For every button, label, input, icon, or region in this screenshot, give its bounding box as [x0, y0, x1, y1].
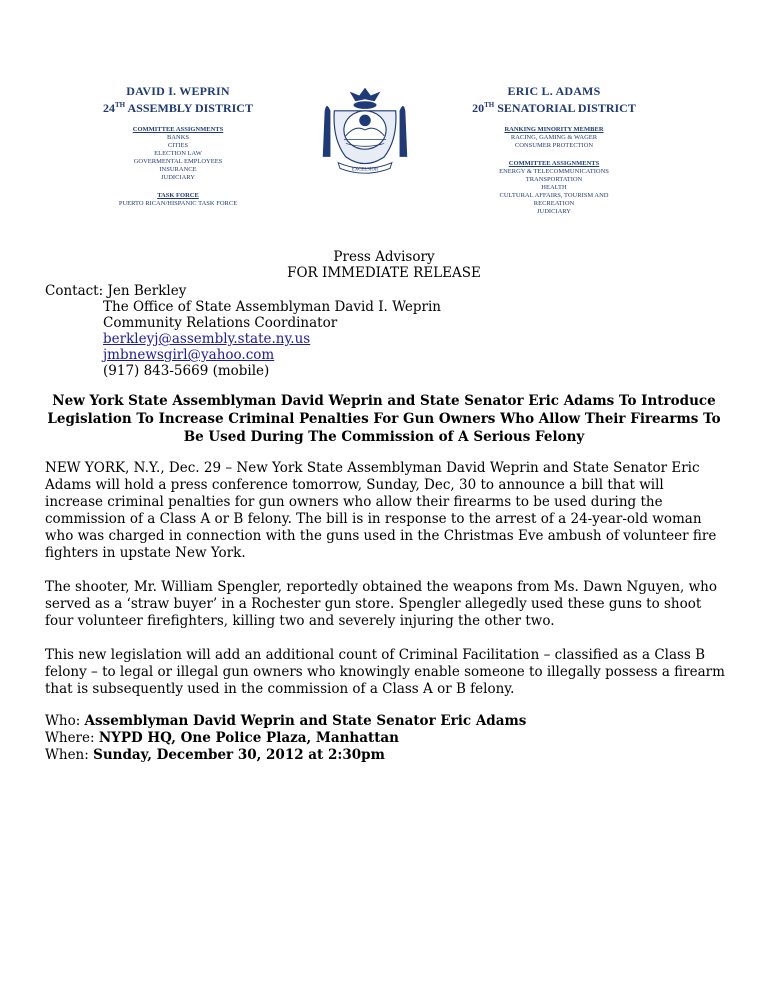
adams-committee-item: ENERGY & TELECOMMUNICATIONS — [499, 168, 609, 175]
weprin-committee-item: BANKS — [166, 134, 190, 141]
where-value: NYPD HQ, One Police Plaza, Manhattan — [98, 730, 399, 746]
body-paragraph: NEW YORK, N.Y., Dec. 29 – New York State Assemblyman David Weprin and State Senator Eric Adams will hold a press conference tomorrow, Sunday, Dec, 30 to announce a bill that will increase criminal penalties for gun owners who allow their firearms to be used during the commission of a Class A or B felony. The bill is in response to the arrest of a 24-year-old woman who was charged in connection with the guns used in the Christmas Eve ambush of volunteer fire fighters in upstate New York. — [45, 460, 717, 561]
where-line: Where: NYPD HQ, One Police Plaza, Manhattan — [45, 730, 399, 746]
adams-name: ERIC L. ADAMS — [507, 84, 601, 98]
advisory-title — [0, 249, 768, 281]
when-line: When: Sunday, December 30, 2012 at 2:30pm — [45, 747, 385, 763]
seal-motto: EXCELSIOR — [351, 167, 379, 173]
event-details — [45, 713, 526, 764]
press-advisory-label: Press Advisory — [333, 249, 435, 265]
weprin-committee-item: CITIES — [167, 142, 189, 149]
contact-block — [45, 283, 441, 379]
letterhead-left — [92, 84, 264, 208]
when-value: Sunday, December 30, 2012 at 2:30pm — [93, 747, 385, 763]
letterhead-right — [462, 84, 646, 216]
adams-committee-item: HEALTH — [541, 184, 567, 191]
contact-name: Contact: Jen Berkley — [45, 283, 187, 299]
who-value: Assemblyman David Weprin and State Senator Eric Adams — [84, 713, 527, 729]
adams-ranking-heading: RANKING MINORITY MEMBER — [504, 126, 604, 133]
immediate-release-label: FOR IMMEDIATE RELEASE — [287, 265, 481, 281]
adams-ranking-item: CONSUMER PROTECTION — [514, 142, 594, 149]
press-headline: New York State Assemblyman David Weprin and State Senator Eric Adams To Introduce Legislation To Increase Criminal Penalties For Gun Owners Who Allow Their Firearms To Be Used During The Commission of A Serious Felony — [47, 393, 721, 445]
new-york-seal-icon — [316, 82, 414, 178]
weprin-task-force-item: PUERTO RICAN/HISPANIC TASK FORCE — [118, 200, 238, 207]
adams-committee-item: RECREATION — [533, 200, 575, 207]
adams-committee-heading: COMMITTEE ASSIGNMENTS — [508, 160, 600, 167]
body-paragraph: The shooter, Mr. William Spengler, reportedly obtained the weapons from Ms. Dawn Nguyen, who served as a ‘straw buyer’ in a Rochester gun store. Spengler allegedly used these guns to shoot four volunteer firefighters, killing two and severely injuring the other two. — [45, 579, 717, 629]
adams-committee-item: TRANSPORTATION — [525, 176, 583, 183]
contact-email-link[interactable]: jmbnewsgirl@yahoo.com — [103, 347, 275, 363]
weprin-task-force-heading: TASK FORCE — [157, 192, 199, 199]
weprin-district: 24TH ASSEMBLY DISTRICT — [103, 101, 253, 115]
adams-district: 20TH SENATORIAL DISTRICT — [472, 101, 636, 115]
weprin-name: DAVID I. WEPRIN — [126, 84, 230, 98]
adams-ranking-item: RACING, GAMING & WAGER — [510, 134, 598, 141]
who-line: Who: Assemblyman David Weprin and State Senator Eric Adams — [45, 713, 527, 729]
contact-office: The Office of State Assemblyman David I. Weprin — [103, 299, 441, 315]
weprin-committee-item: JUDICIARY — [161, 174, 195, 181]
contact-phone: (917) 843-5669 (mobile) — [103, 363, 270, 379]
weprin-committee-item: INSURANCE — [159, 166, 197, 173]
weprin-committee-heading: COMMITTEE ASSIGNMENTS — [132, 126, 224, 133]
weprin-committee-item: ELECTION LAW — [154, 150, 202, 157]
contact-email-link[interactable]: berkleyj@assembly.state.ny.us — [103, 331, 311, 347]
contact-role: Community Relations Coordinator — [103, 315, 338, 331]
adams-committee-item: CULTURAL AFFAIRS, TOURISM AND — [499, 192, 609, 199]
body-paragraph: This new legislation will add an additional count of Criminal Facilitation – classified as a Class B felony – to legal or illegal gun owners who knowingly enable someone to illegally possess a firearm that is subsequently used in the commission of a Class A or B felony. — [45, 647, 725, 697]
adams-committee-item: JUDICIARY — [537, 208, 571, 215]
weprin-committee-item: GOVERMENTAL EMPLOYEES — [133, 158, 223, 165]
